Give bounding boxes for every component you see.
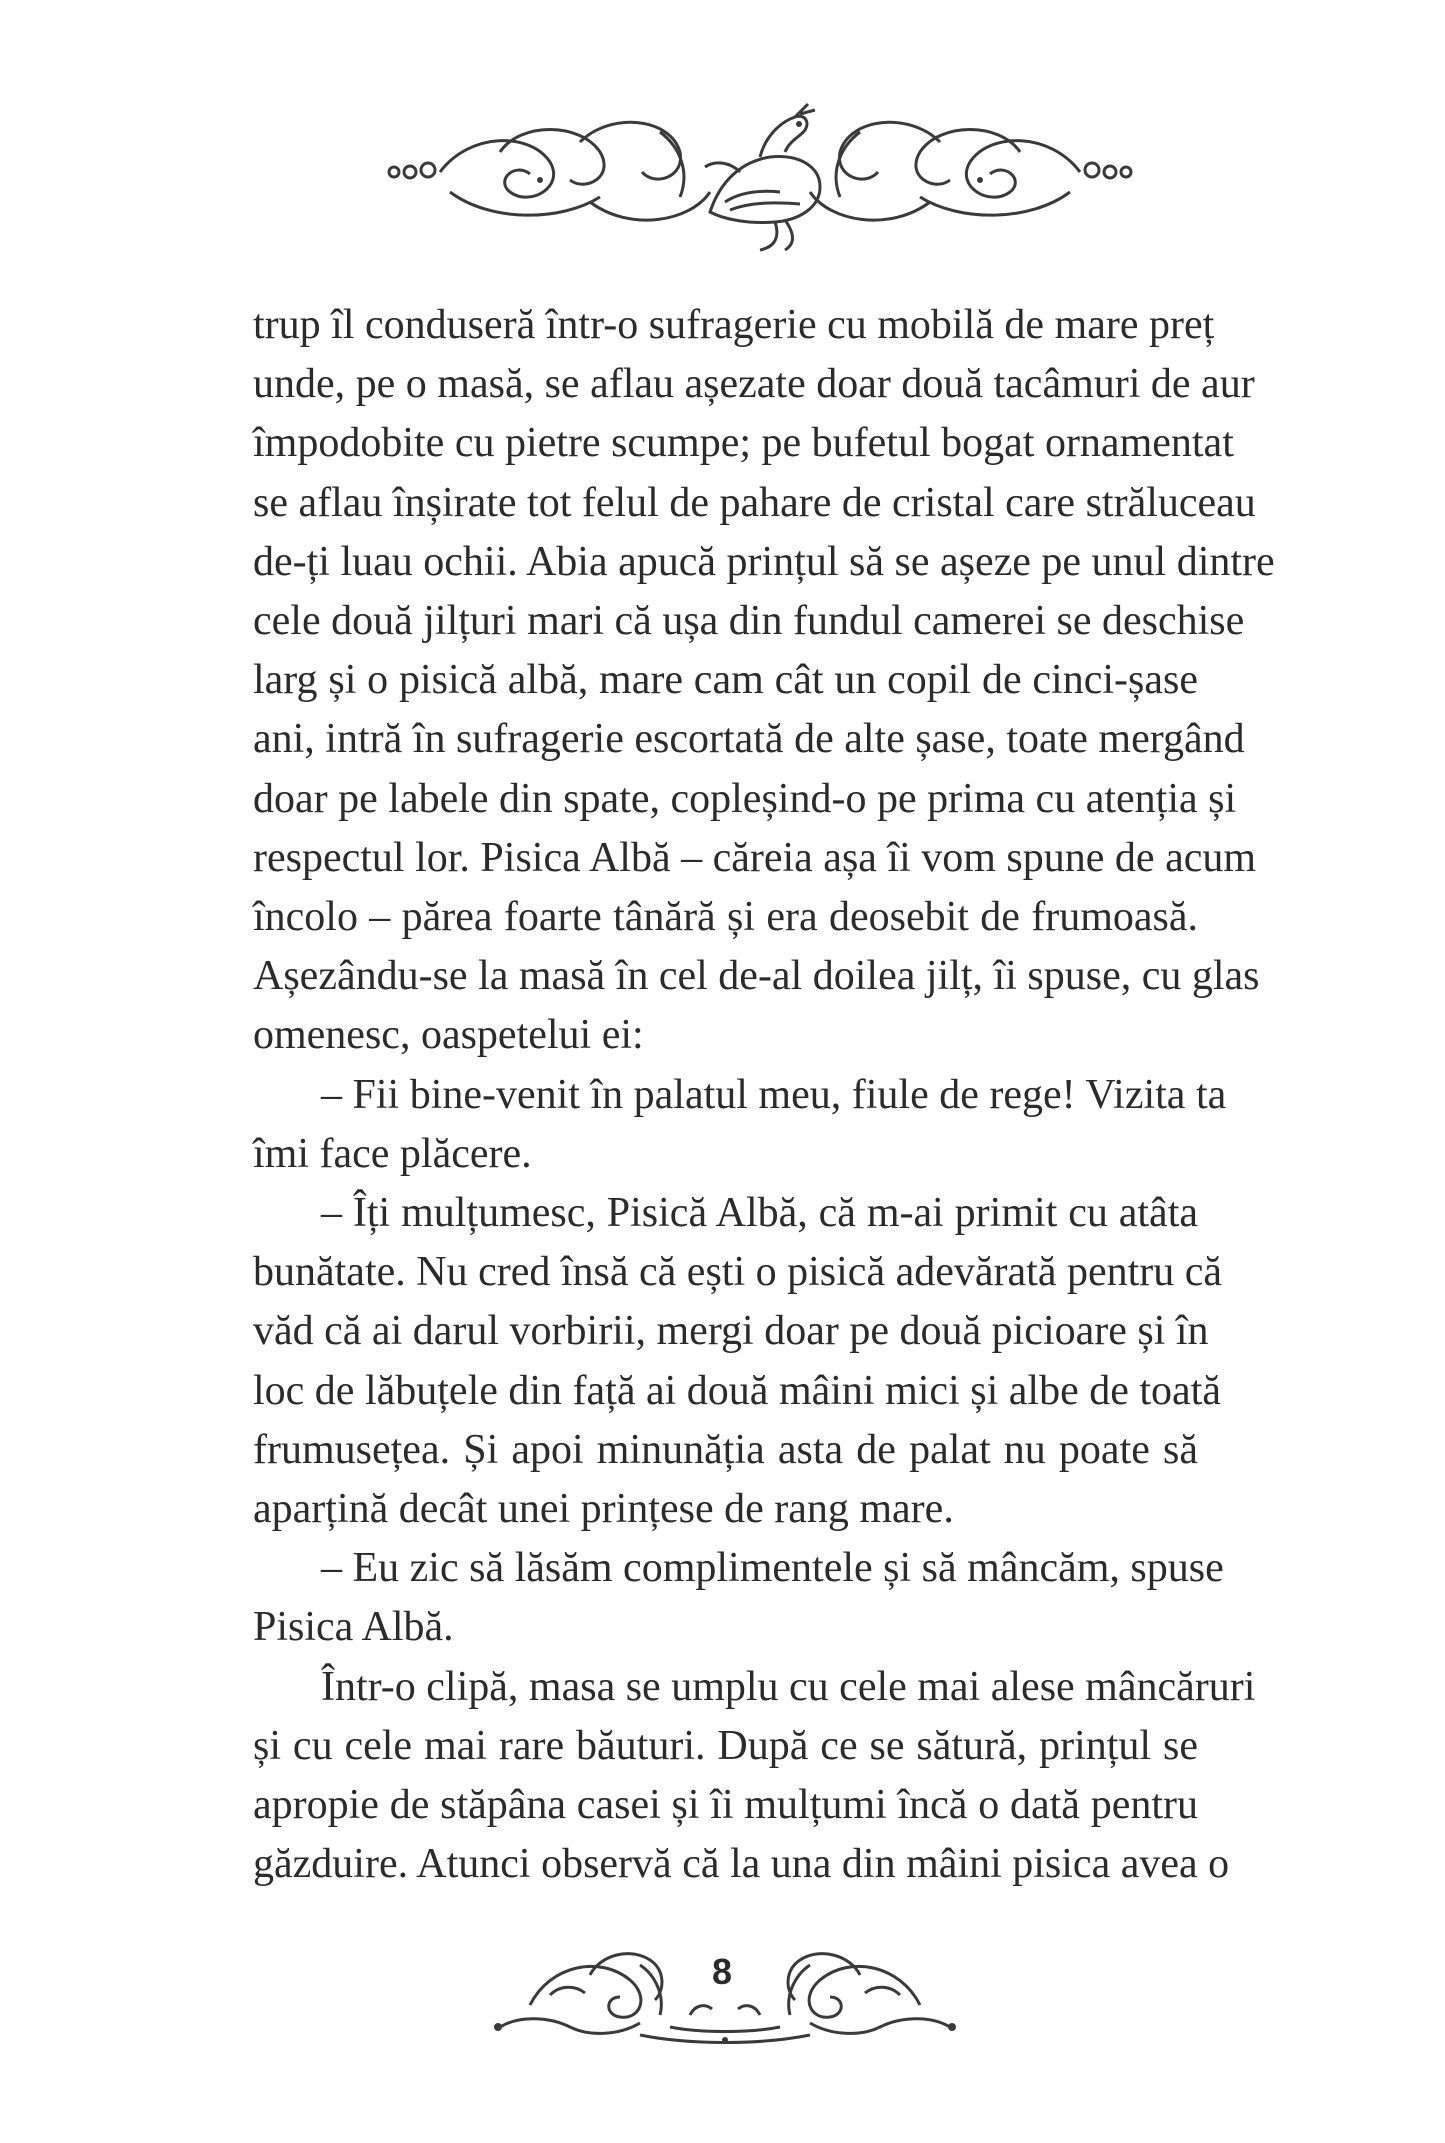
text-line: unde, pe o masă, se aflau așezate doar două tacâmuri de aur (253, 361, 1255, 408)
text-line: cele două jilțuri mari că ușa din fundul camerei se deschise (253, 598, 1245, 645)
text-line: apropie de stăpâna casei și îi mulțumi încă o dată pentru (253, 1782, 1198, 1829)
text-line: – Fii bine-venit în palatul meu, fiule de rege! Vizita ta (321, 1071, 1227, 1118)
text-line: loc de lăbuțele din față ai două mâini mici și albe de toată (253, 1367, 1221, 1414)
text-line: văd că ai darul vorbirii, mergi doar pe două picioare și în (253, 1308, 1209, 1355)
text-line: Într-o clipă, masa se umplu cu cele mai alese mâncăruri (321, 1663, 1256, 1710)
text-line: aparțină decât unei prințese de rang mare. (253, 1486, 954, 1533)
text-line: și cu cele mai rare băuturi. După ce se sătură, prințul se (253, 1722, 1198, 1769)
text-line: Așezându-se la masă în cel de-al doilea jilț, îi spuse, cu glas (253, 953, 1260, 1000)
text-line: – Îți mulțumesc, Pisică Albă, că m-ai primit cu atâta (321, 1190, 1198, 1237)
text-line: trup îl conduseră într-o sufragerie cu mobilă de mare preț (253, 302, 1215, 348)
text-line: respectul lor. Pisica Albă – căreia așa îi vom spune de acum (253, 834, 1257, 881)
text-line: îmi face plăcere. (253, 1130, 532, 1177)
body-text (253, 296, 1275, 1894)
text-line: ani, intră în sufragerie escortată de alte șase, toate mergând (253, 716, 1245, 763)
text-line: larg și o pisică albă, mare cam cât un copil de cinci-șase (253, 657, 1198, 704)
text-line: încolo – părea foarte tânără și era deosebit de frumoasă. (253, 894, 1198, 941)
text-line: frumusețea. Și apoi minunăția asta de palat nu poate să (253, 1426, 1198, 1473)
text-line: – Eu zic să lăsăm complimentele și să mâncăm, spuse (321, 1545, 1224, 1592)
text-line: se aflau înșirate tot felul de pahare de cristal care străluceau (253, 479, 1256, 526)
text-line: găzduire. Atunci observă că la una din mâini pisica avea o (253, 1841, 1230, 1888)
page-number: 8 (711, 1951, 733, 1992)
floral-bird-ornament-icon (380, 92, 1140, 252)
text-line: împodobite cu pietre scumpe; pe bufetul bogat ornamentat (253, 420, 1234, 467)
text-line: Pisica Albă. (253, 1604, 454, 1651)
text-line: de-ți luau ochii. Abia apucă prințul să se așeze pe unul dintre (253, 538, 1275, 585)
text-line: omenesc, oaspetelui ei: (253, 1012, 644, 1059)
text-line: doar pe labele din spate, copleșind-o pe prima cu atenția și (253, 775, 1237, 822)
text-line: bunătate. Nu cred însă că ești o pisică adevărată pentru că (253, 1249, 1223, 1296)
